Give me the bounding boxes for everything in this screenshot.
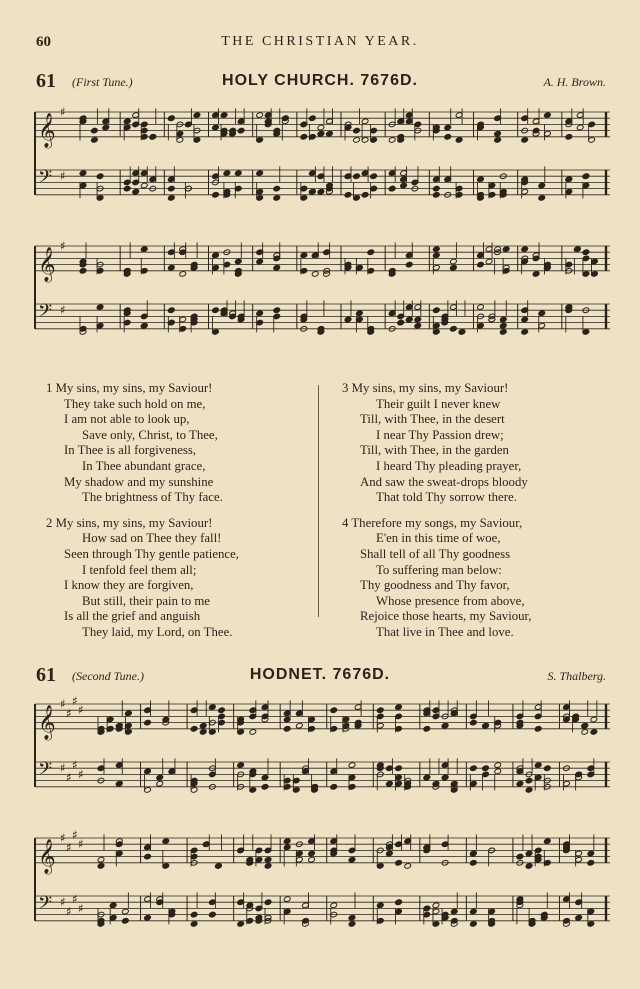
tune-title: HOLY CHURCH. 7676D.	[222, 72, 418, 89]
svg-text:♯: ♯	[72, 758, 78, 773]
music-notation-image	[34, 98, 612, 216]
verse-line: Rejoice those hearts, my Saviour,	[360, 609, 532, 624]
hymn-number: 61	[36, 70, 56, 92]
svg-text:♯: ♯	[78, 901, 84, 916]
svg-text:♯: ♯	[66, 770, 72, 785]
verse-line: In Thee abundant grace,	[82, 458, 206, 473]
verse-line: Save only, Christ, to Thee,	[82, 427, 218, 442]
svg-text:𝄢: 𝄢	[38, 167, 53, 193]
stanza-3	[342, 381, 612, 506]
composer: A. H. Brown.	[543, 75, 606, 89]
verse-line: 2 My sins, my sins, my Saviour!	[46, 515, 213, 530]
verse-line: Till, with Thee, in the garden	[360, 443, 509, 458]
svg-text:♯: ♯	[60, 169, 66, 184]
svg-text:𝄢: 𝄢	[38, 759, 53, 785]
verse-line: Shall tell of all Thy goodness	[360, 546, 511, 561]
verse-line: To suffering man below:	[376, 562, 502, 577]
verse-line: E'en in this time of woe,	[376, 531, 501, 546]
verse-line: I near Thy Passion drew;	[376, 427, 504, 442]
verse-line: Till, with Thee, in the desert	[360, 412, 505, 427]
verse-line: Thy goodness and Thy favor,	[360, 578, 510, 593]
composer: S. Thalberg.	[547, 669, 606, 683]
hymn-verses	[0, 381, 640, 639]
hymn-number: 61	[36, 664, 56, 686]
svg-text:♯: ♯	[60, 761, 66, 776]
svg-text:𝄞: 𝄞	[38, 112, 56, 148]
stanza-1	[46, 381, 308, 506]
verse-column-left	[46, 381, 308, 651]
svg-text:𝄢: 𝄢	[38, 893, 53, 919]
verse-line: But still, their pain to me	[82, 593, 210, 608]
column-divider	[318, 385, 319, 617]
verse-line: In Thee is all forgiveness,	[64, 443, 197, 458]
verse-line: My shadow and my sunshine	[64, 474, 214, 489]
music-system-2	[34, 232, 612, 350]
verse-column-right	[342, 381, 612, 651]
svg-text:♯: ♯	[66, 904, 72, 919]
verse-line: The brightness of Thy face.	[82, 490, 223, 505]
running-title: THE CHRISTIAN YEAR.	[221, 34, 419, 49]
svg-text:𝄞: 𝄞	[38, 246, 56, 282]
svg-text:𝄞: 𝄞	[38, 838, 56, 874]
tune-title: HODNET. 7676D.	[249, 666, 391, 683]
verse-line: They take such hold on me,	[64, 396, 206, 411]
svg-text:♯: ♯	[78, 837, 84, 852]
svg-text:𝄞: 𝄞	[38, 704, 56, 740]
svg-text:♯: ♯	[78, 703, 84, 718]
verse-line: And saw the sweat-drops bloody	[360, 474, 528, 489]
svg-text:♯: ♯	[72, 892, 78, 907]
verse-line: 3 My sins, my sins, my Saviour!	[342, 381, 509, 395]
svg-text:♯: ♯	[66, 706, 72, 721]
verse-line: I tenfold feel them all;	[82, 562, 197, 577]
svg-text:♯: ♯	[78, 767, 84, 782]
verse-line: Whose presence from above,	[376, 593, 525, 608]
music-notation-image	[34, 232, 612, 350]
stanza-2	[46, 516, 308, 641]
svg-text:♯: ♯	[72, 693, 78, 708]
verse-line: How sad on Thee they fall!	[82, 531, 222, 546]
verse-line: 1 My sins, my sins, my Saviour!	[46, 381, 213, 395]
svg-text:♯: ♯	[66, 840, 72, 855]
running-header	[0, 34, 640, 54]
hymn-header-first-tune	[0, 70, 640, 96]
svg-text:♯: ♯	[60, 831, 66, 845]
svg-text:♯: ♯	[60, 239, 66, 253]
verse-line: Seen through Thy gentle patience,	[64, 546, 239, 561]
music-notation-image	[34, 690, 612, 808]
stanza-4	[342, 516, 612, 641]
svg-text:♯: ♯	[72, 827, 78, 842]
svg-text:♯: ♯	[60, 303, 66, 318]
svg-text:♯: ♯	[60, 895, 66, 910]
svg-text:𝄢: 𝄢	[38, 301, 53, 327]
verse-line: I heard Thy pleading prayer,	[376, 458, 522, 473]
music-system-1	[34, 98, 612, 216]
svg-text:♯: ♯	[60, 105, 66, 119]
verse-line: I am not able to look up,	[64, 412, 190, 427]
music-system-4	[34, 824, 612, 942]
tune-note: (Second Tune.)	[72, 669, 144, 683]
verse-line: That told Thy sorrow there.	[376, 490, 517, 505]
verse-line: I know they are forgiven,	[64, 578, 194, 593]
tune-note: (First Tune.)	[72, 75, 133, 89]
verse-line: That live in Thee and love.	[376, 624, 514, 639]
music-notation-image	[34, 824, 612, 942]
verse-line: Their guilt I never knew	[376, 396, 501, 411]
verse-line: 4 Therefore my songs, my Saviour,	[342, 515, 523, 530]
page-number: 60	[36, 34, 51, 50]
music-system-3	[34, 690, 612, 808]
verse-line: They laid, my Lord, on Thee.	[82, 624, 233, 639]
hymn-header-second-tune	[0, 664, 640, 690]
verse-line: Is all the grief and anguish	[64, 609, 201, 624]
svg-text:♯: ♯	[60, 697, 66, 711]
